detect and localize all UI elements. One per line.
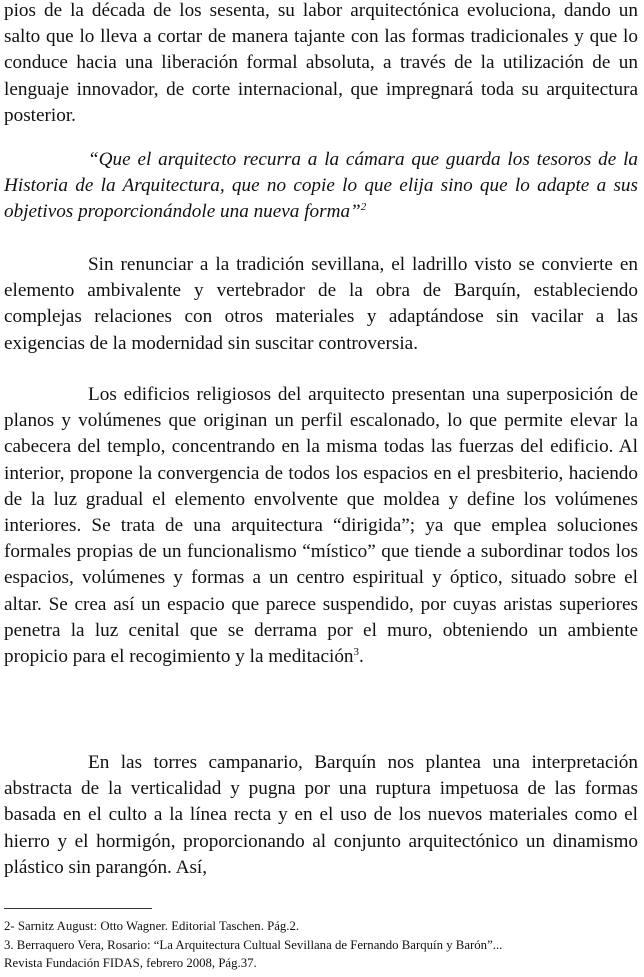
paragraph-intro bbox=[4, 0, 638, 129]
footnote-ref-3[interactable]: 3 bbox=[353, 646, 360, 659]
paragraph-edificios-text: Los edificios religiosos del arquitecto presentan una superposición de planos y volúmenes que originan un perfil escalonado, lo que permite elevar la cabecera del templo, concentrando en la misma todas las fuerzas del edificio. Al interior, propone la convergencia de todos los espacios en el presbiterio, haciendo de la luz gradual el elemento envolvente que moldea y define los volúmenes interiores. Se trata de una arquitectura “dirigida”; ya que emplea soluciones formales propias de un funcionalismo “místico” que tiende a subordinar todos los espacios, volúmenes y formas a un centro espiritual y óptico, situado sobre el altar. Se crea así un espacio que parece suspendido, por cuyas aristas superiores penetra la luz cenital que se derrama por el muro, obteniendo un ambiente propicio para el recogimiento y la meditación bbox=[4, 384, 638, 668]
paragraph-ladrillo bbox=[4, 252, 638, 357]
paragraph-edificios-end: . bbox=[359, 646, 364, 668]
footnote-3: 3. Berraquero Vera, Rosario: “La Arquitectura Cultual Sevillana de Fernando Barquín y Barón”... bbox=[4, 937, 503, 952]
document-page bbox=[4, 0, 638, 977]
paragraph-torres-text: En las torres campanario, Barquín nos plantea una interpretación abstracta de la verticalidad y pugna por una ruptura impetuosa de las formas basada en el culto a la línea recta y en el uso de los nuevos materiales como el hierro y el hormigón, proporcionando al conjunto arquitectónico un dinamismo plástico sin parangón. Así, bbox=[4, 752, 638, 878]
footnote-2: 2- Sarnitz August: Otto Wagner. Editorial Taschen. Pág.2. bbox=[4, 919, 300, 933]
footnote-3-continued: Revista Fundación FIDAS, febrero 2008, Pág.37. bbox=[4, 956, 257, 970]
footnotes bbox=[4, 917, 638, 973]
paragraph-intro-text: pios de la década de los sesenta, su labor arquitectónica evoluciona, dando un salto que lo lleva a cortar de manera tajante con las formas tradicionales y que lo conduce hacia una liberación formal absoluta, a través de la utilización de un lenguaje innovador, de corte internacional, que impregnará toda su arquitectura posterior. bbox=[4, 0, 638, 126]
paragraph-ladrillo-text: Sin renunciar a la tradición sevillana, el ladrillo visto se convierte en elemento ambivalente y vertebrador de la obra de Barquín, estableciendo complejas relaciones con otros materiales y adaptándose sin vacilar a las exigencias de la modernidad sin suscitar controversia. bbox=[4, 254, 638, 354]
quote-text: “Que el arquitecto recurra a la cámara que guarda los tesoros de la Historia de la Arquitectura, que no copie lo que elija sino que lo adapte a sus objetivos proporcionándole una nueva forma bbox=[4, 149, 638, 223]
quote-closing-mark: ” bbox=[350, 201, 361, 223]
footnote-ref-2[interactable]: 2 bbox=[360, 201, 367, 214]
footnote-divider bbox=[4, 908, 152, 909]
block-quote bbox=[4, 147, 638, 226]
paragraph-edificios-religiosos bbox=[4, 382, 638, 670]
paragraph-torres-campanario bbox=[4, 750, 638, 881]
